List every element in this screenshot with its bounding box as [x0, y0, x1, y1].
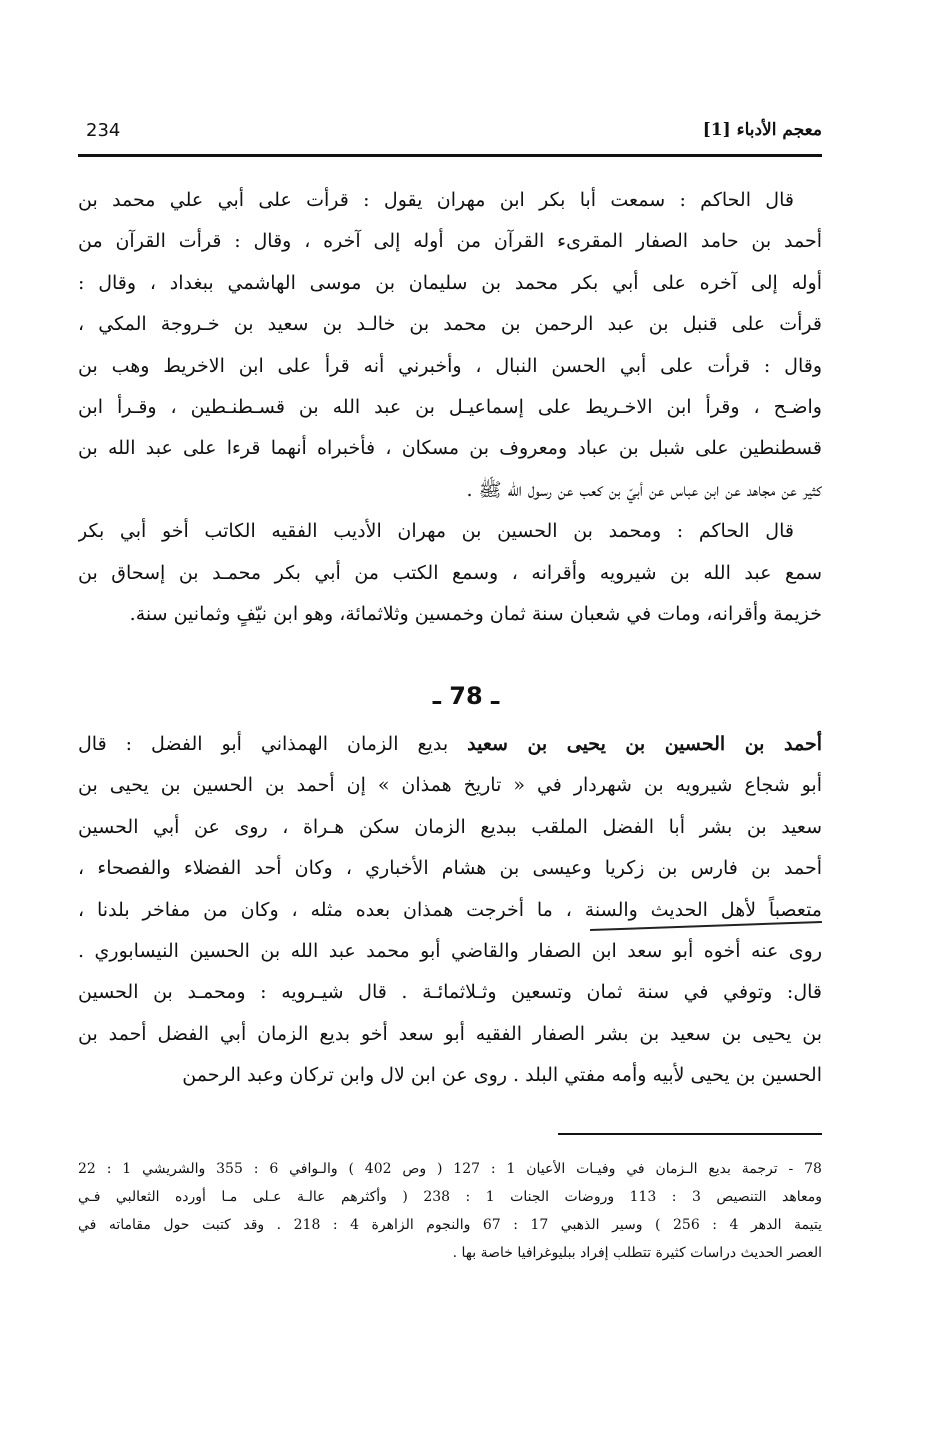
text-line: قال الحاكم : سمعت أبا بكر ابن مهران يقول : قرأت على أبي علي محمد بن — [78, 189, 794, 211]
footnote-line: 78 - ترجمة بديع الـزمان في وفيـات الأعيان 1 : 127 ( وص 402 ) والـوافي 6 : 355 والشريشي 1 : 22 — [78, 1161, 822, 1177]
text-line: سمع عبد الله بن شيرويه وأقرانه ، وسمع الكتب من أبي بكر محمـد بن إسحاق بن — [78, 561, 822, 584]
text-line: قسطنطين على شبل بن عباد ومعروف بن مسكان ، فأخبراه أنهما قرءا على عبد الله بن — [78, 437, 822, 460]
entry-text — [78, 724, 822, 1097]
footnotes — [78, 1155, 822, 1267]
text-line: متعصباً لأهل الحديث والسنة ، ما أخرجت همذان بعده مثله ، وكان من مفاخر بلدنا ، — [78, 898, 822, 921]
footnote-line: العصر الحديث دراسات كثيرة تتطلب إفراد ببليوغرافيا خاصة بها . — [452, 1245, 822, 1261]
page-number: 234 — [86, 120, 121, 141]
entry-heading-line — [78, 724, 822, 765]
text-line: روى عنه أخوه أبو سعد ابن الصفار والقاضي أبو محمد عبد الله بن الحسين النيسابوري . — [78, 939, 822, 962]
text-line: سعيد بن بشر أبا الفضل الملقب ببديع الزمان سكن هـراة ، روى عن أبي الحسين — [78, 815, 822, 838]
text-line: أحمد بن حامد الصفار المقرىء القرآن من أوله إلى آخره ، وقال : قرأت القرآن من — [78, 230, 822, 253]
text-line: واضـح ، وقرأ ابن الاخـريط على إسماعيـل بن عبد الله بن قسـطنـطين ، وقـرأ ابن — [78, 395, 822, 418]
text-line: قرأت على قنبل بن عبد الرحمن بن محمد بن خالـد بن سعيد بن خـروجة المكي ، — [78, 313, 822, 336]
text-line: قال الحاكم : ومحمد بن الحسين بن مهران الأديب الفقيه الكاتب أخو أبي بكر — [78, 520, 794, 543]
text-line: أبو شجاع شيرويه بن شهردار في « تاريخ همذان » إن أحمد بن الحسين بن يحيى بن — [78, 774, 822, 797]
text-line: أحمد بن فارس بن زكريا وعيسى بن هشام الأخباري ، وكان أحد الفضلاء والفصحاء ، — [78, 857, 822, 880]
text-line: قال: وتوفي في سنة ثمان وتسعين وثـلاثمائـة . قال شيـرويه : ومحمـد بن الحسين — [78, 981, 822, 1004]
page-header — [78, 112, 822, 150]
text-line: وقال : قرأت على أبي الحسن النبال ، وأخبرني أنه قرأ على ابن الاخريط وهب بن — [78, 354, 822, 377]
text-line: كثير عن مجاهد عن ابن عباس عن أبيّ بن كعب عن رسول الله ﷺ . — [466, 478, 822, 501]
text-line: خزيمة وأقرانه، ومات في شعبان سنة ثمان وخمسين وثلاثمائة، وهو ابن نيّفٍ وثمانين سنة. — [129, 602, 822, 625]
entry-name: أحمد بن الحسين بن يحيى بن سعيد — [467, 733, 822, 755]
paragraph-2 — [78, 511, 822, 635]
entry-heading-rest: بديع الزمان الهمذاني أبو الفضل : قال — [78, 733, 468, 755]
book-title: معجم الأدباء [1] — [702, 120, 822, 140]
main-text — [78, 180, 822, 635]
footnote-line: ومعاهد التنصيص 3 : 113 وروضات الجنات 1 : 238 ( وأكثرهم عالـة عـلى مـا أورده الثعالبي فـي — [78, 1189, 822, 1205]
text-line: بن يحيى بن سعيد بن بشر الصفار الفقيه أبو سعد أخو بديع الزمان أبي الفضل أحمد بن — [78, 1022, 822, 1045]
header-rule — [78, 154, 822, 157]
footnote-rule — [558, 1133, 822, 1135]
paragraph-1 — [78, 180, 822, 511]
text-line: أوله إلى آخره على أبي بكر محمد بن سليمان بن موسى الهاشمي ببغداد ، وقال : — [78, 271, 822, 294]
text-line: الحسين بن يحيى لأبيه وأمه مفتي البلد . روى عن ابن لال وابن تركان وعبد الرحمن — [182, 1064, 822, 1087]
entry-number: ـ 78 ـ — [432, 682, 500, 710]
footnote-line: يتيمة الدهر 4 : 256 ) وسير الذهبي 17 : 67 والنجوم الزاهرة 4 : 218 . وقد كتبت حول مقاماته في — [78, 1217, 822, 1233]
